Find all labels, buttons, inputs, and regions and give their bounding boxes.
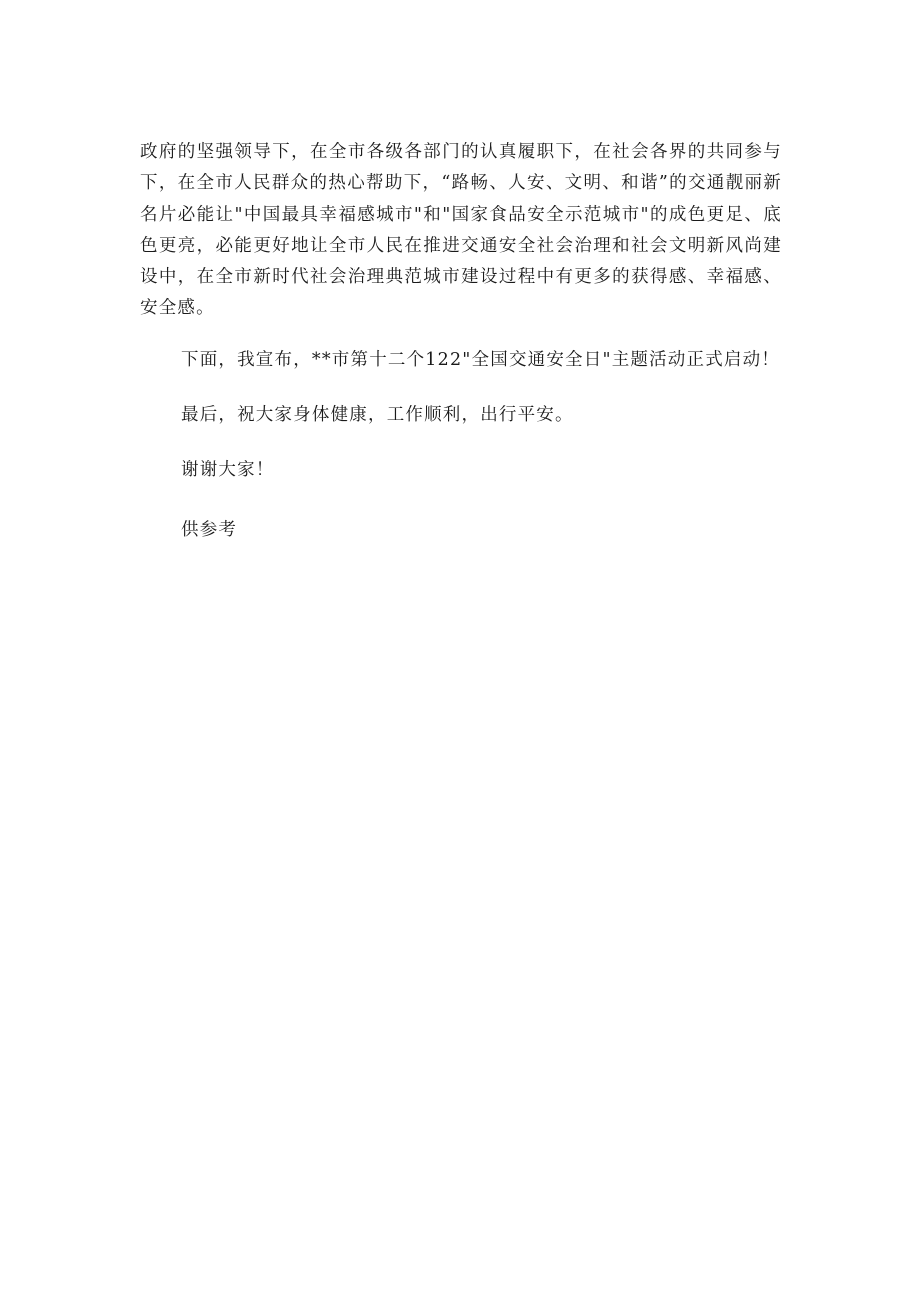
- paragraph-thanks: 谢谢大家！: [181, 460, 275, 481]
- paragraph-launch-announcement: 下面，我宣布，**市第十二个122"全国交通安全日"主题活动正式启动！: [181, 349, 780, 370]
- document-body: [140, 137, 782, 546]
- paragraph-closing-remarks: 政府的坚强领导下，在全市各级各部门的认真履职下，在社会各界的共同参与下，在全市人民群众的热心帮助下，“路畅、人安、文明、和谐”的交通靓丽新名片必能让"中国最具幸福感城市"和"国家食品安全示范城市"的成色更足、底色更亮，必能更好地让全市人民在推进交通安全社会治理和社会文明新风尚建设中，在全市新时代社会治理典范城市建设过程中有更多的获得感、幸福感、安全感。: [140, 142, 782, 319]
- paragraph-best-wishes: 最后，祝大家身体健康，工作顺利，出行平安。: [181, 405, 574, 426]
- paragraph-for-reference: 供参考: [181, 519, 238, 540]
